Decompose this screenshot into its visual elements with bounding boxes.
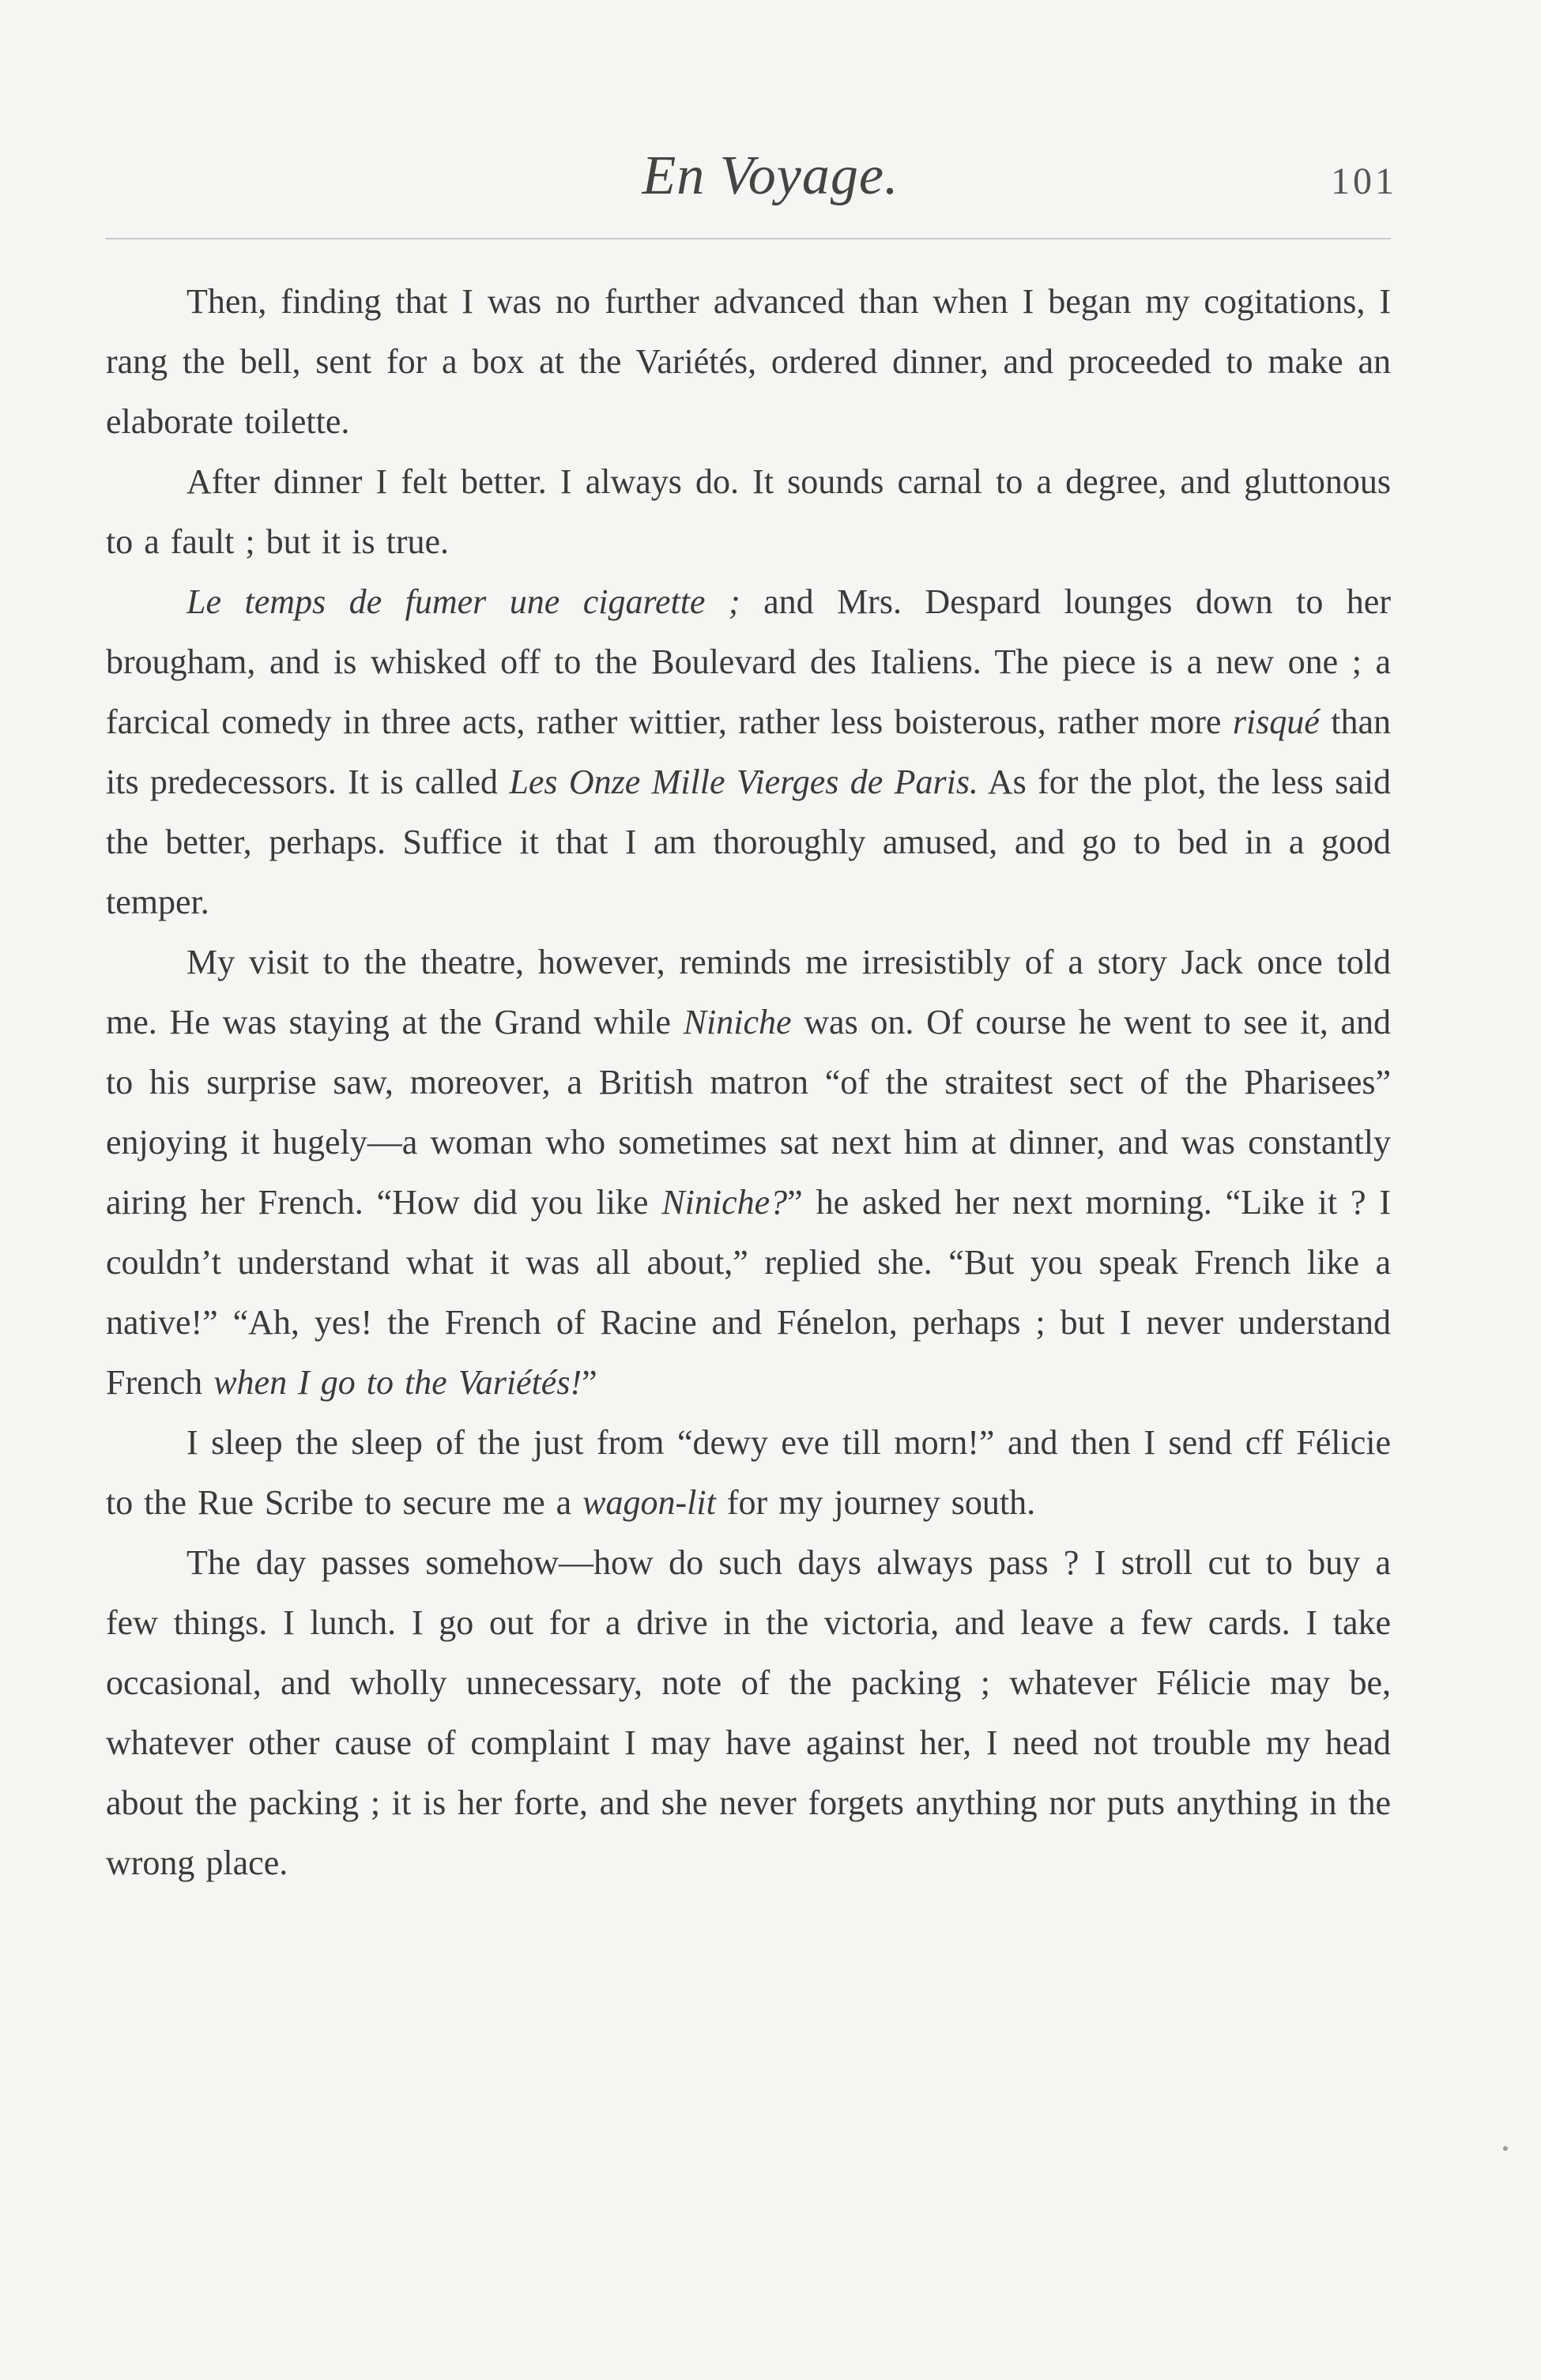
paragraph [106,272,1391,452]
header-rule [106,238,1391,239]
paragraph [106,1533,1391,1893]
body-text [106,272,1391,1893]
italic-text-run: Le temps de fumer une cigarette ; [187,582,740,621]
text-run: Then, finding that I was no further advanced than when I began my cogitations, I rang the bell, sent for a box at the Variétés, ordered dinner, and proceeded to make an elaborate toilette. [106,282,1391,441]
text-run: The day passes somehow—how do such days always pass ? I stroll cut to buy a few things. I lunch. I go out for a drive in the victoria, and leave a few cards. I take occasional, and wholly unnecessary, note of the packing ; whatever Félicie may be, whatever other cause of complaint I may have against her, I need not trouble my head about the packing ; it is her forte, and she never forgets anything nor puts anything in the wrong place. [106,1543,1391,1882]
text-run: After dinner I felt better. I always do. It sounds carnal to a degree, and gluttonous to a fault ; but it is true. [106,462,1391,561]
paragraph [106,572,1391,932]
paragraph [106,452,1391,572]
text-run: and Mrs. Despard lounges down to her brougham, and is whisked off to the Boulevard des Italiens. The piece is a new one ; a farcical comedy in three acts, rather wittier, rather less boisterous, rather more [106,582,1391,741]
text-run: was on. Of course he went to see it, and to his surprise saw, moreover, a British matron “of the straitest sect of the Pharisees” enjoying it hugely—a woman who sometimes sat next him at dinner, and was constantly airing her French. “How did you like [106,1003,1391,1222]
running-title: En Voyage. [642,145,899,206]
text-run: ” [582,1363,597,1402]
text-run: As for the plot, the less said the better, perhaps. Suffice it that I am thoroughly amused, and go to bed in a good temper. [106,763,1392,921]
italic-text-run: risqué [1232,702,1320,741]
text-run: than its predecessors. It is called [106,702,1391,801]
text-run: for my journey south. [715,1483,1036,1522]
paragraph [106,1413,1391,1533]
text-run: ” he asked her next morning. “Like it ? I couldn’t understand what it was all about,” replied she. “But you speak French like a native!” “Ah, yes! the French of Racine and Fénelon, perhaps ; but I never understand French [106,1183,1391,1402]
paragraph [106,932,1391,1413]
italic-text-run: Niniche [683,1003,792,1041]
italic-text-run: when I go to the Variétés! [213,1363,582,1402]
text-run: I sleep the sleep of the just from “dewy eve till morn!” and then I send cff Félicie to the Rue Scribe to secure me a [106,1423,1391,1522]
italic-text-run: Niniche? [661,1183,788,1222]
italic-text-run: Les Onze Mille Vierges de Paris. [509,763,978,801]
page-number: 101 [1331,160,1397,202]
text-run: My visit to the theatre, however, reminds me irresistibly of a story Jack once told me. He was staying at the Grand while [106,943,1391,1041]
italic-text-run: wagon-lit [582,1483,716,1522]
paper-speck [1503,2146,1508,2151]
